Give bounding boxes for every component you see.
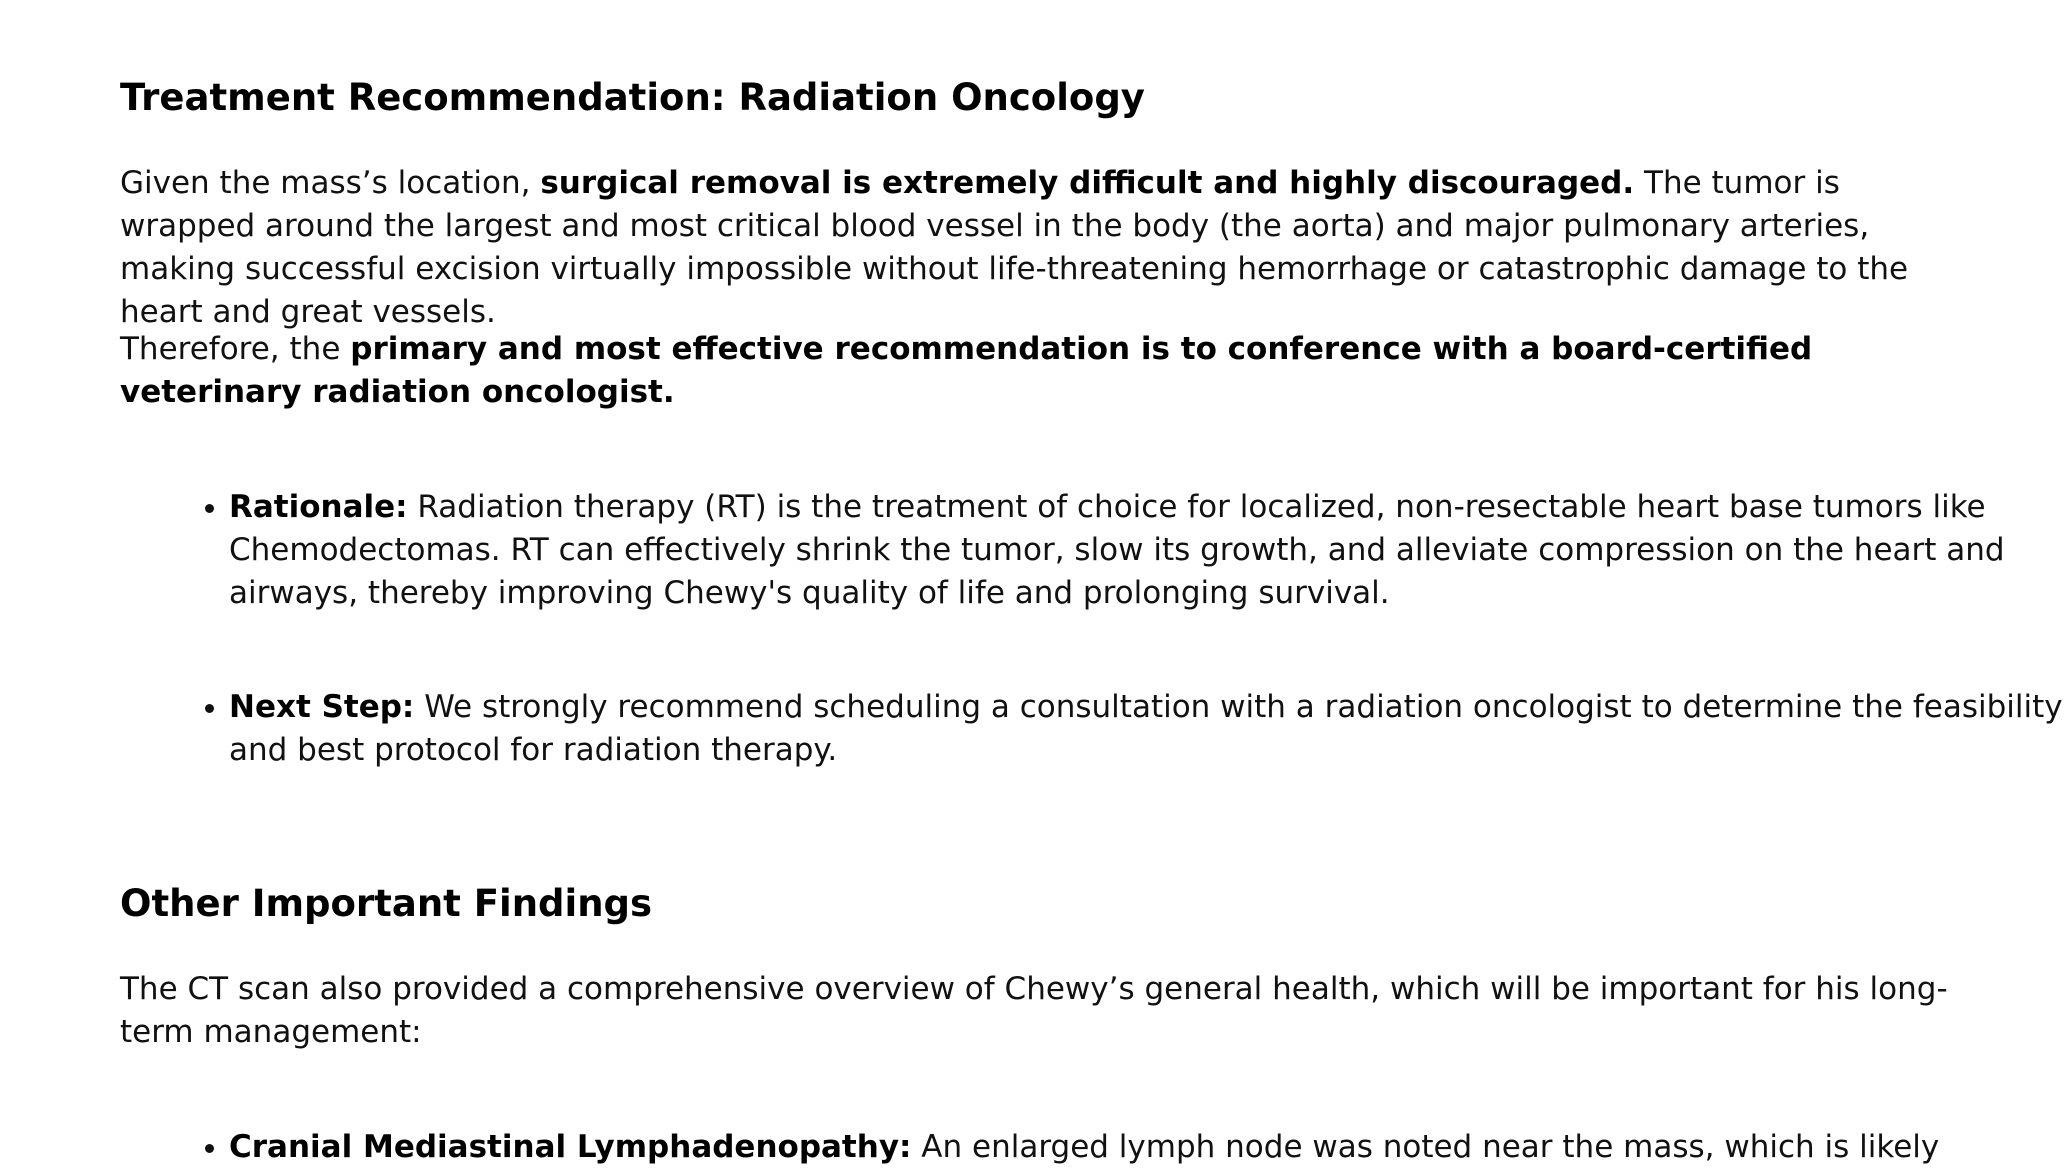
paragraph-text: Therefore, the — [120, 331, 351, 367]
list-item-label: Cranial Mediastinal Lymphadenopathy: — [229, 1129, 912, 1165]
emphasis-text: primary and most effective recommendation is to conference with a board-certified veterinary radiation oncologist. — [120, 331, 1813, 410]
list-item-next-step — [229, 686, 2070, 772]
paragraph-surgical-removal — [120, 162, 1980, 334]
list-item-label: Rationale: — [229, 489, 408, 525]
emphasis-text: surgical removal is extremely difficult and highly discouraged. — [540, 165, 1635, 201]
section-heading-other-findings: Other Important Findings — [120, 882, 653, 925]
paragraph-ct-overview: The CT scan also provided a comprehensive overview of Chewy’s general health, which will be important for his long-term management: — [120, 971, 1948, 1050]
list-item-lymphadenopathy — [229, 1126, 2070, 1169]
list-item-text: An enlarged lymph node was noted near the mass, which is likely — [911, 1129, 1940, 1165]
paragraph-text: The tumor is wrapped around the largest and most critical blood vessel in the body (the aorta) and major pulmonary arteries, making successful excision virtually impossible without life-threatening hemorrhage or catastrophic damage to the heart and great vessels. — [120, 165, 1909, 330]
paragraph-recommendation — [120, 328, 1980, 414]
findings-list — [120, 1126, 2070, 1169]
list-item-label: Next Step: — [229, 689, 415, 725]
list-item-rationale — [229, 486, 2070, 615]
paragraph-text: Given the mass’s location, — [120, 165, 541, 201]
recommendation-list — [120, 486, 2070, 772]
section-heading-treatment: Treatment Recommendation: Radiation Oncology — [120, 76, 1145, 119]
list-item-text: We strongly recommend scheduling a consultation with a radiation oncologist to determine the feasibility and best protocol for radiation therapy. — [229, 689, 2063, 768]
list-item-text: Radiation therapy (RT) is the treatment of choice for localized, non-resectable heart base tumors like Chemodectomas. RT can effectively shrink the tumor, slow its growth, and alleviate compression on the heart and airways, thereby improving Chewy's quality of life and prolonging survival. — [229, 489, 2005, 611]
